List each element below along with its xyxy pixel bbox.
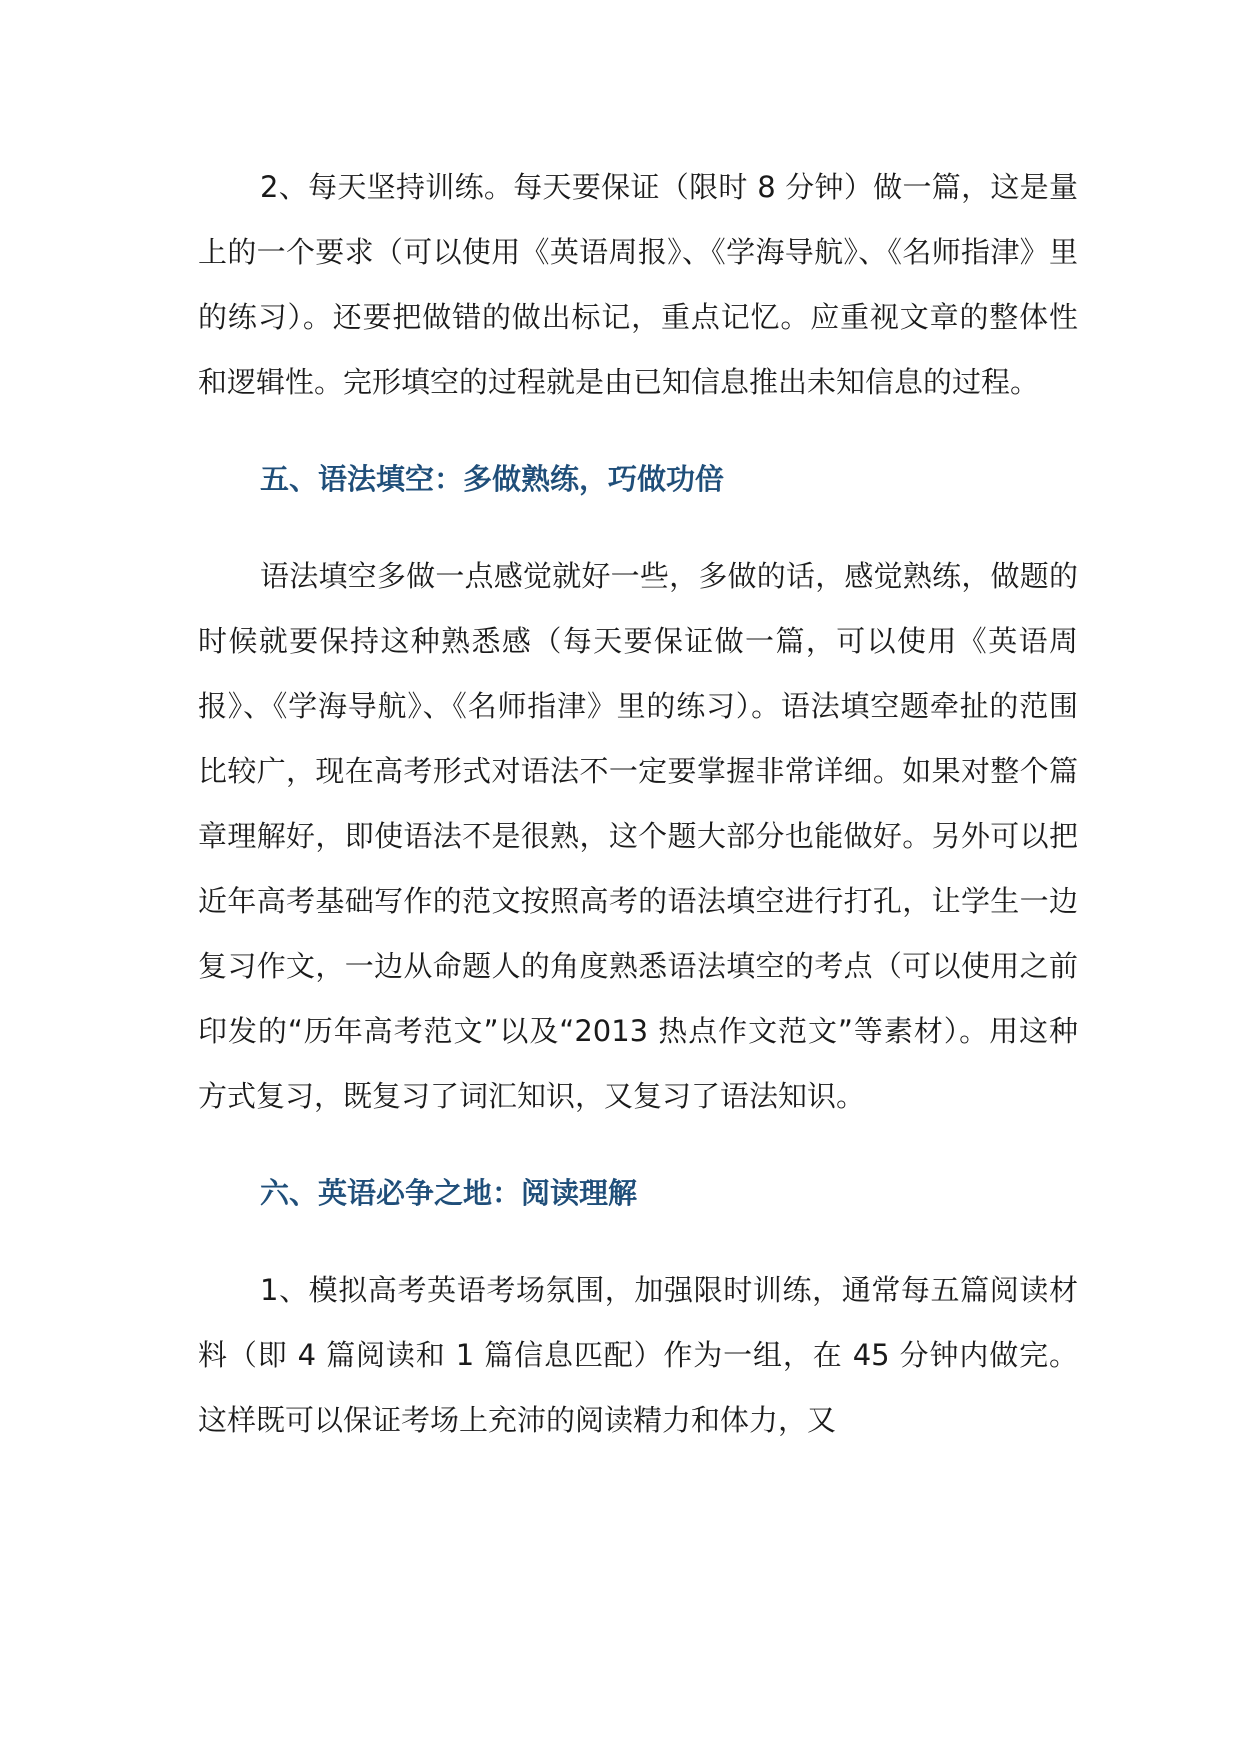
document-body <box>198 155 1078 1453</box>
section-heading-reading: 六、英语必争之地：阅读理解 <box>260 1176 638 1210</box>
section-heading-grammar-fill: 五、语法填空：多做熟练，巧做功倍 <box>260 462 725 496</box>
paragraph-reading-training: 1、模拟高考英语考场氛围，加强限时训练，通常每五篇阅读材料（即 4 篇阅读和 1 篇信息匹配）作为一组，在 45 分钟内做完。这样既可以保证考场上充沛的阅读精力和体力，又 <box>198 1273 1078 1437</box>
paragraph-grammar-fill: 语法填空多做一点感觉就好一些，多做的话，感觉熟练，做题的时候就要保持这种熟悉感（每天要保证做一篇，可以使用《英语周报》、《学海导航》、《名师指津》里的练习）。语法填空题牵扯的范围比较广，现在高考形式对语法不一定要掌握非常详细。如果对整个篇章理解好，即使语法不是很熟，这个题大部分也能做好。另外可以把近年高考基础写作的范文按照高考的语法填空进行打孔，让学生一边复习作文，一边从命题人的角度熟悉语法填空的考点（可以使用之前印发的“历年高考范文”以及“2013 热点作文范文”等素材）。用这种方式复习，既复习了词汇知识，又复习了语法知识。 <box>198 559 1078 1113</box>
paragraph-daily-training: 2、每天坚持训练。每天要保证（限时 8 分钟）做一篇，这是量上的一个要求（可以使用《英语周报》、《学海导航》、《名师指津》里的练习）。还要把做错的做出标记，重点记忆。应重视文章的整体性和逻辑性。完形填空的过程就是由已知信息推出未知信息的过程。 <box>198 170 1078 399</box>
